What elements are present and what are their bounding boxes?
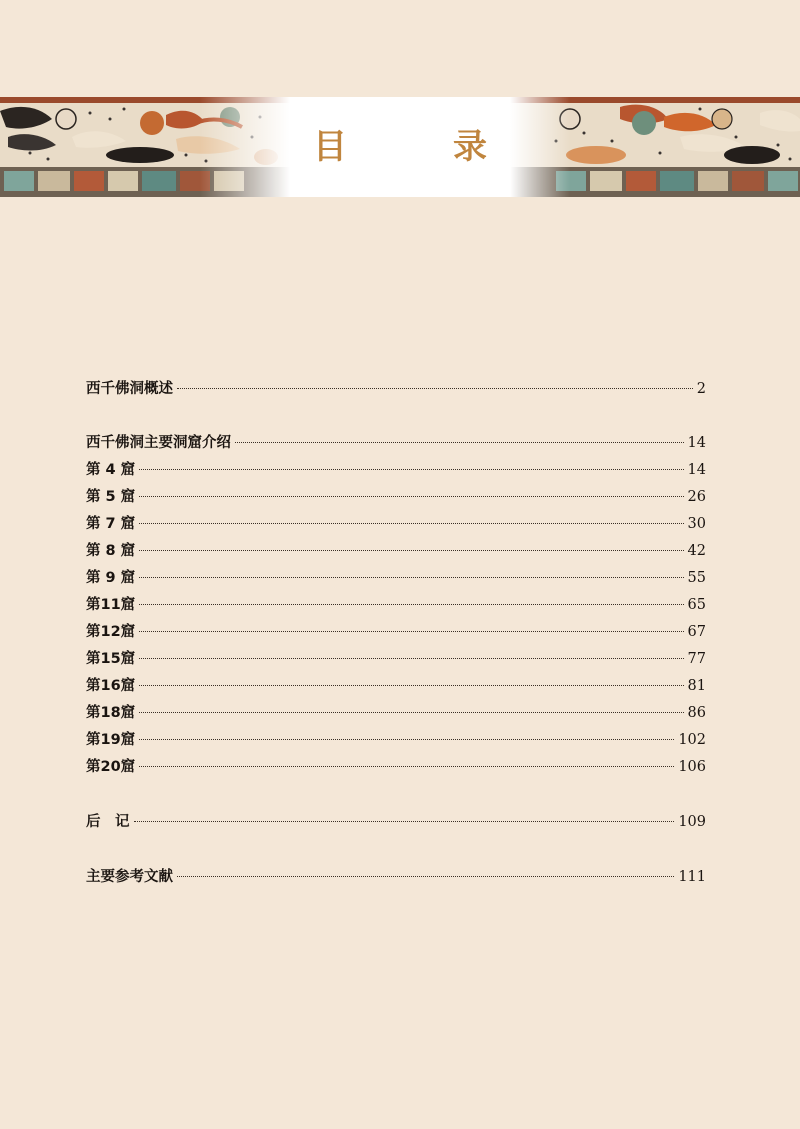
toc-entry[interactable] xyxy=(86,702,706,724)
toc-entry-title: 第11窟 xyxy=(86,597,136,613)
toc-leader-dots xyxy=(139,685,683,686)
toc-leader-dots xyxy=(139,496,683,497)
toc-entry[interactable] xyxy=(86,756,706,778)
toc-entry-page: 81 xyxy=(687,678,706,694)
toc-entry-title: 第16窟 xyxy=(86,678,136,694)
toc-entry-page: 14 xyxy=(687,435,706,451)
toc-entry[interactable] xyxy=(86,648,706,670)
toc-entry[interactable] xyxy=(86,459,706,481)
toc-entry[interactable] xyxy=(86,540,706,562)
toc-entry-title: 第19窟 xyxy=(86,732,136,748)
toc-entry[interactable] xyxy=(86,729,706,751)
toc-entry[interactable] xyxy=(86,594,706,616)
toc-entry-page: 111 xyxy=(678,869,706,885)
toc-entry-page: 65 xyxy=(687,597,706,613)
toc-leader-dots xyxy=(139,766,674,767)
toc-leader-dots xyxy=(139,712,683,713)
toc-leader-dots xyxy=(139,658,683,659)
header-banner xyxy=(0,97,800,197)
toc-leader-dots xyxy=(139,631,683,632)
toc-entry-title: 西千佛洞概述 xyxy=(86,381,173,397)
toc-entry[interactable] xyxy=(86,567,706,589)
toc-entry[interactable] xyxy=(86,432,706,454)
toc-entry-title: 第15窟 xyxy=(86,651,136,667)
toc-leader-dots xyxy=(139,739,674,740)
toc-entry-title: 第 8 窟 xyxy=(86,543,136,559)
toc-entry-page: 55 xyxy=(687,570,706,586)
toc-entry-page: 26 xyxy=(687,489,706,505)
toc-entry[interactable] xyxy=(86,621,706,643)
toc-entry[interactable] xyxy=(86,866,706,888)
toc-entry-title: 第 9 窟 xyxy=(86,570,136,586)
toc-leader-dots xyxy=(139,523,683,524)
toc-entry-page: 109 xyxy=(678,814,706,830)
toc-entry-page: 67 xyxy=(687,624,706,640)
toc-entry-page: 30 xyxy=(687,516,706,532)
toc-entry-page: 86 xyxy=(687,705,706,721)
toc-entry-title: 第20窟 xyxy=(86,759,136,775)
toc-entry-title: 第 7 窟 xyxy=(86,516,136,532)
toc-entry[interactable] xyxy=(86,378,706,400)
toc-entry-page: 14 xyxy=(687,462,706,478)
toc-entry[interactable] xyxy=(86,811,706,833)
toc-entry-title: 西千佛洞主要洞窟介绍 xyxy=(86,435,231,451)
toc-entry-title: 第12窟 xyxy=(86,624,136,640)
toc-entry-page: 42 xyxy=(687,543,706,559)
toc-leader-dots xyxy=(177,876,674,877)
toc-entry[interactable] xyxy=(86,513,706,535)
toc-entry[interactable] xyxy=(86,486,706,508)
toc-leader-dots xyxy=(139,550,683,551)
toc-entry-title: 主要参考文献 xyxy=(86,869,173,885)
toc-entry-title: 第 5 窟 xyxy=(86,489,136,505)
toc-entry-page: 106 xyxy=(678,759,706,775)
toc-entry-page: 102 xyxy=(678,732,706,748)
toc-leader-dots xyxy=(235,442,684,443)
toc-entry[interactable] xyxy=(86,675,706,697)
toc-entry-title: 第18窟 xyxy=(86,705,136,721)
page-title: 目 录 xyxy=(313,126,523,167)
toc-entry-title: 后 记 xyxy=(86,814,130,830)
toc-leader-dots xyxy=(134,821,675,822)
toc-entry-title: 第 4 窟 xyxy=(86,462,136,478)
toc-leader-dots xyxy=(139,577,683,578)
toc-entry-page: 2 xyxy=(696,381,706,397)
toc-leader-dots xyxy=(177,388,693,389)
toc-leader-dots xyxy=(139,469,683,470)
toc-leader-dots xyxy=(139,604,683,605)
toc-entry-page: 77 xyxy=(687,651,706,667)
